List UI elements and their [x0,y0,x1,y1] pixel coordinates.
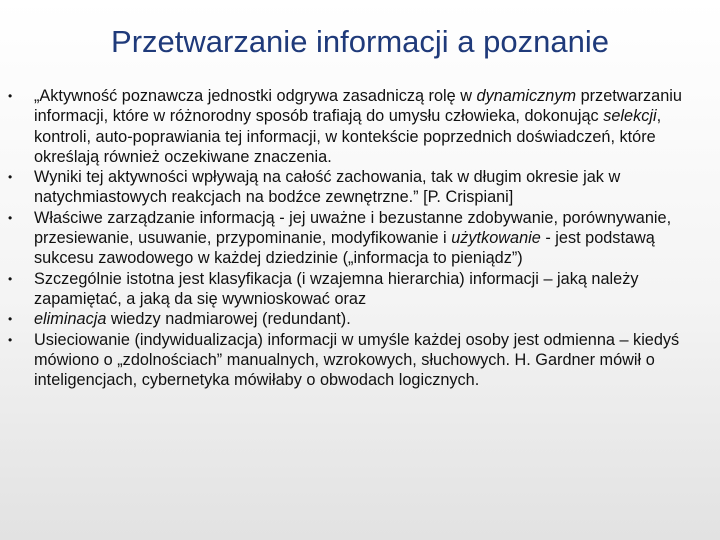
bullet-icon: • [8,332,13,347]
bullet-text: Usieciowanie (indywidualizacja) informacji w umyśle każdej osoby jest odmienna – kiedyś mówiono o „zdolnościach” manualnych, wzrokowych, słuchowych. H. Gardner mówił o inteligencjach, cybernetyka mówiłaby o obwodach logicznych. [34,330,680,390]
emphasis: dynamicznym [476,87,577,105]
bullet-text: Właściwe zarządzanie informacją - jej uważne i bezustanne zdobywanie, porównywanie, przesiewanie, usuwanie, przypominanie, modyfikowanie i użytkowanie - jest podstawą sukcesu zawodowego w każdej dziedzinie („informacja to pieniądz”) [34,208,672,268]
bullet-text: „Aktywność poznawcza jednostki odgrywa zasadniczą rolę w dynamicznym przetwarzaniu informacji, które w różnorodny sposób trafiają do umysłu człowieka, dokonując selekcji, kontroli, auto-poprawiania tej informacji, w kontekście poprzednich doświadczeń, które określają również oczekiwane znaczenia. [34,87,682,166]
bullet-icon: • [8,170,13,185]
bullet-item [8,330,714,391]
emphasis: użytkowanie [451,229,541,248]
bullet-text: eliminacja wiedzy nadmiarowej (redundant). [34,310,351,329]
bullet-item [8,309,714,329]
bullet-item [8,208,714,269]
bullet-item [8,86,714,167]
bullet-icon: • [8,89,13,103]
bullet-text: Szczególnie istotna jest klasyfikacja (i wzajemna hierarchia) informacji – jaką należy zapamiętać, a jaką da się wywnioskować oraz [34,269,639,308]
bullet-icon: • [8,210,13,225]
bullet-icon: • [8,271,13,286]
bullet-list [8,86,714,390]
bullet-text: Wyniki tej aktywności wpływają na całość zachowania, tak w długim okresie jak w natychmiastowych reakcjach na bodźce zewnętrzne.” [P. Crispiani] [34,168,621,207]
slide-title: Przetwarzanie informacji a poznanie [111,24,609,59]
bullet-icon: • [8,312,13,327]
emphasis: selekcji [603,107,657,126]
bullet-item [8,269,714,310]
bullet-item [8,167,714,208]
emphasis: eliminacja [34,310,107,329]
